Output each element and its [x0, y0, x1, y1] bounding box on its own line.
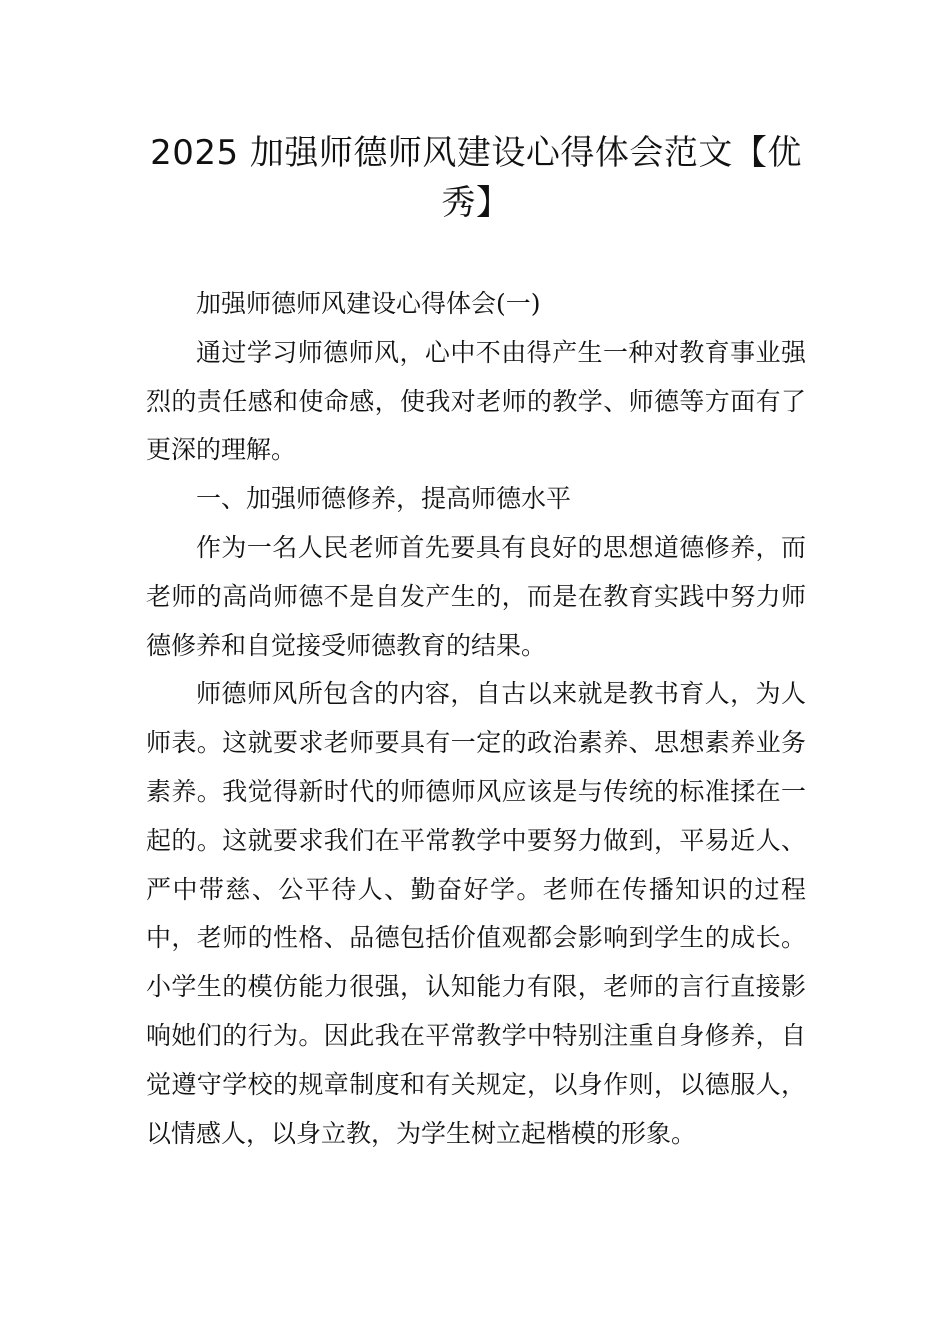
section-heading: 加强师德师风建设心得体会(一)	[196, 289, 541, 318]
body-paragraph: 通过学习师德师风，心中不由得产生一种对教育事业强烈的责任感和使命感，使我对老师的教学、师德等方面有了更深的理解。	[146, 337, 806, 465]
title-line-2: 秀】	[441, 183, 511, 223]
document-title	[148, 128, 804, 228]
body-paragraph: 师德师风所包含的内容，自古以来就是教书育人，为人师表。这就要求老师要具有一定的政治素养、思想素养业务素养。我觉得新时代的师德师风应该是与传统的标准揉在一起的。这就要求我们在平常教学中要努力做到，平易近人、严中带慈、公平待人、勤奋好学。老师在传播知识的过程中，老师的性格、品德包括价值观都会影响到学生的成长。小学生的模仿能力很强，认知能力有限，老师的言行直接影响她们的行为。因此我在平常教学中特别注重自身修养，自觉遵守学校的规章制度和有关规定，以身作则，以德服人，以情感人，以身立教，为学生树立起楷模的形象。	[146, 679, 806, 1148]
subsection-heading: 一、加强师德修养，提高师德水平	[196, 484, 572, 514]
document-body	[146, 280, 806, 1158]
title-line-1: 2025 加强师德师风建设心得体会范文【优	[150, 133, 802, 173]
body-paragraph: 作为一名人民老师首先要具有良好的思想道德修养，而老师的高尚师德不是自发产生的，而是在教育实践中努力师德修养和自觉接受师德教育的结果。	[146, 532, 806, 660]
